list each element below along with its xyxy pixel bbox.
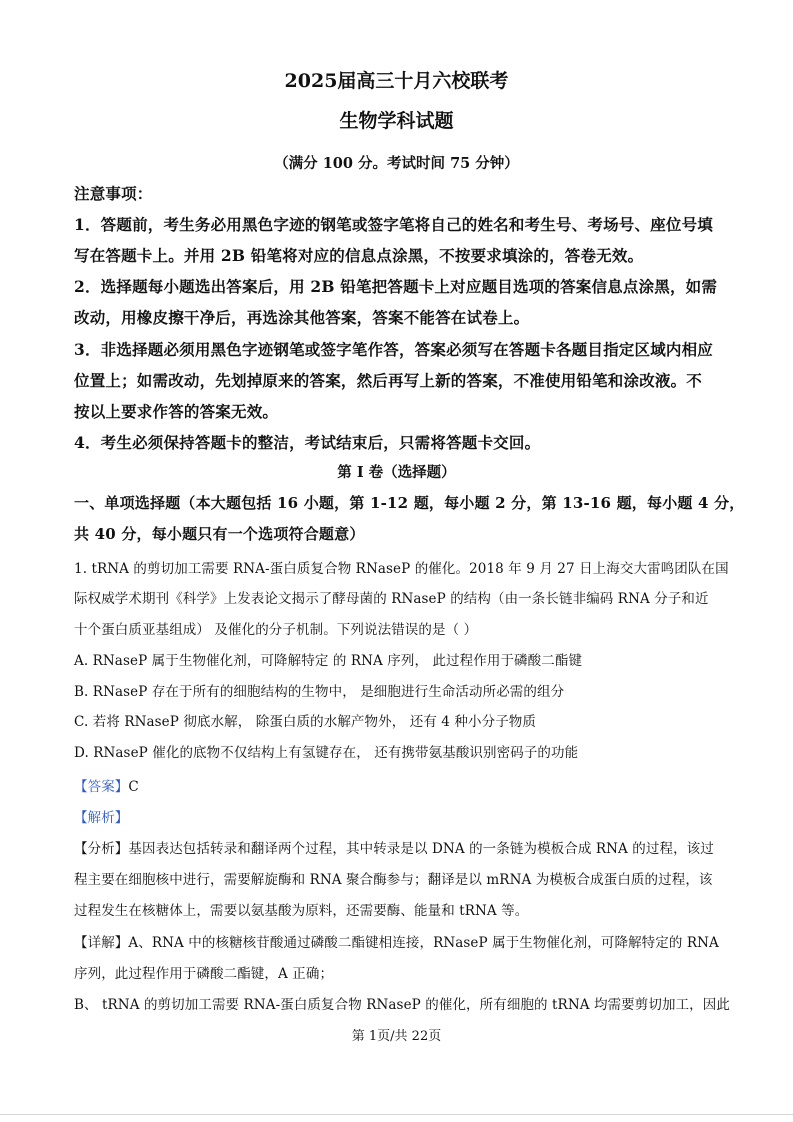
exam-info: （满分 100 分。考试时间 75 分钟） xyxy=(274,155,519,172)
option-a: A. RNaseP 属于生物催化剂，可降解特定 的 RNA 序列， 此过程作用于磷酸二酯键 xyxy=(74,653,583,669)
detail-line: 【详解】A、RNA 中的核糖核苷酸通过磷酸二酯键相连接，RNaseP 属于生物催化剂，可降解特定的 RNA xyxy=(74,935,719,951)
answer-label: 【答案】 xyxy=(74,779,129,795)
analysis-label: 【解析】 xyxy=(74,810,129,826)
detail-line: 序列，此过程作用于磷酸二酯键，A 正确； xyxy=(74,966,334,982)
detail-line: B、 tRNA 的剪切加工需要 RNA-蛋白质复合物 RNaseP 的催化，所有细胞的 tRNA 均需要剪切加工，因此 xyxy=(74,997,730,1013)
analysis-line: 【分析】基因表达包括转录和翻译两个过程，其中转录是以 DNA 的一条链为模板合成 RNA 的过程，该过 xyxy=(74,841,714,857)
bottom-divider xyxy=(0,1114,793,1115)
section-title: 第 I 卷（选择题） xyxy=(337,464,456,481)
notice-line: 位置上；如需改动，先划掉原来的答案，然后再写上新的答案，不准使用铅笔和涂改液。不 xyxy=(74,371,703,390)
notice-line: 1．答题前，考生务必用黑色字迹的钢笔或签字笔将自己的姓名和考生号、考场号、座位号填 xyxy=(74,215,713,234)
page-footer: 第 1页/共 22页 xyxy=(351,1029,442,1044)
question-text: 1. tRNA 的剪切加工需要 RNA-蛋白质复合物 RNaseP 的催化。2018 年 9 月 27 日上海交大雷鸣团队在国 xyxy=(74,561,729,577)
part-heading: 共 40 分，每小题只有一个选项符合题意） xyxy=(74,525,365,543)
option-d: D. RNaseP 催化的底物不仅结构上有氢键存在， 还有携带氨基酸识别密码子的功能 xyxy=(74,745,579,761)
analysis-line: 程主要在细胞核中进行，需要解旋酶和 RNA 聚合酶参与；翻译是以 mRNA 为模板合成蛋白质的过程，该 xyxy=(74,872,713,888)
notice-line: 4．考生必须保持答题卡的整洁，考试结束后，只需将答题卡交回。 xyxy=(74,433,541,452)
question-text: 十个蛋白质亚基组成） 及催化的分子机制。下列说法错误的是（ ） xyxy=(74,622,478,638)
part-heading: 一、单项选择题（本大题包括 16 小题，第 1-12 题，每小题 2 分，第 13-16 题，每小题 4 分， xyxy=(74,494,745,512)
notice-line: 3．非选择题必须用黑色字迹钢笔或签字笔作答，答案必须写在答题卡各题目指定区域内相应 xyxy=(74,340,713,359)
subject-title: 生物学科试题 xyxy=(339,110,454,132)
exam-title: 2025届高三十月六校联考 xyxy=(284,70,509,92)
option-c: C. 若将 RNaseP 彻底水解， 除蛋白质的水解产物外， 还有 4 种小分子物质 xyxy=(74,714,536,730)
question-text: 际权威学术期刊《科学》上发表论文揭示了酵母菌的 RNaseP 的结构（由一条长链非编码 RNA 分子和近 xyxy=(74,591,709,607)
option-b: B. RNaseP 存在于所有的细胞结构的生物中， 是细胞进行生命活动所必需的组分 xyxy=(74,684,565,700)
answer-value: C xyxy=(128,779,139,795)
notice-heading: 注意事项： xyxy=(74,184,153,203)
analysis-line: 过程发生在核糖体上，需要以氨基酸为原料，还需要酶、能量和 tRNA 等。 xyxy=(74,903,529,919)
notice-line: 2．选择题每小题选出答案后，用 2B 铅笔把答题卡上对应题目选项的答案信息点涂黑，如需 xyxy=(74,277,718,296)
notice-line: 改动，用橡皮擦干净后，再选涂其他答案，答案不能答在试卷上。 xyxy=(74,308,530,327)
notice-line: 按以上要求作答的答案无效。 xyxy=(74,402,279,421)
answer-row xyxy=(74,775,724,795)
notice-line: 写在答题卡上。并用 2B 铅笔将对应的信息点涂黑，不按要求填涂的，答卷无效。 xyxy=(74,246,644,265)
